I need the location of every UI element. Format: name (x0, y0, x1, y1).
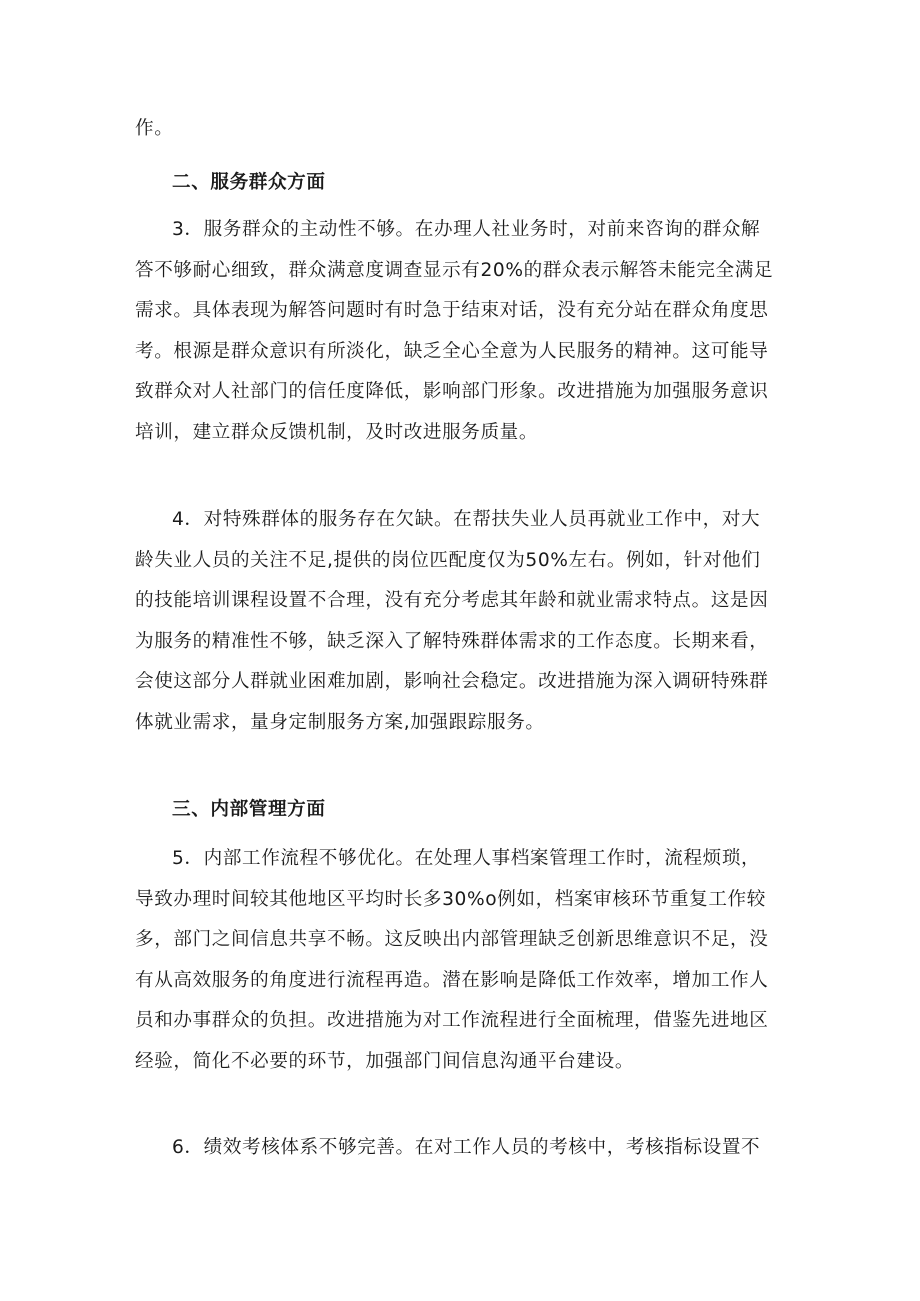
paragraph-fragment (135, 109, 790, 150)
text-line: 3．服务群众的主动性不够。在办理人社业务时，对前来咨询的群众解 (172, 219, 761, 240)
paragraph-item-6 (135, 1128, 790, 1169)
text-line: 为服务的精准性不够，缺乏深入了解特殊群体需求的工作态度。长期来看， (135, 630, 769, 652)
text-line: 经验，简化不必要的环节，加强部门间信息沟通平台建设。 (135, 1050, 635, 1072)
text-line: 致群众对人社部门的信任度降低，影响部门形象。改进措施为加强服务意识 (135, 381, 769, 402)
section-heading-service: 二、服务群众方面 (172, 172, 326, 193)
text-line: 6．绩效考核体系不够完善。在对工作人员的考核中，考核指标设置不 (172, 1137, 761, 1158)
paragraph-item-5 (135, 839, 790, 1082)
text-line: 导致办理时间较其他地区平均时长多30%o例如，档案审核环节重复工作较 (135, 888, 766, 910)
text-line: 培训，建立群众反馈机制，及时改进服务质量。 (135, 421, 539, 443)
text-line: 会使这部分人群就业困难加剧，影响社会稳定。改进措施为深入调研特殊群 (135, 671, 769, 692)
paragraph-item-3 (135, 210, 790, 453)
text-line: 龄失业人员的关注不足,提供的岗位匹配度仅为50%左右。例如，针对他们 (135, 549, 761, 571)
paragraph-item-4 (135, 500, 790, 743)
text-line: 的技能培训课程设置不合理，没有充分考虑其年龄和就业需求特点。这是因 (135, 590, 769, 611)
text-line: 多，部门之间信息共享不畅。这反映出内部管理缺乏创新思维意识不足，没 (135, 929, 769, 950)
text-line: 员和办事群众的负担。改进措施为对工作流程进行全面梳理，借鉴先进地区 (135, 1010, 769, 1031)
text-line: 需求。具体表现为解答问题时有时急于结束对话，没有充分站在群众角度思 (135, 300, 769, 321)
text-line: 有从高效服务的角度进行流程再造。潜在影响是降低工作效率，增加工作人 (135, 969, 769, 991)
text-line: 答不够耐心细致，群众满意度调查显示有20%的群众表示解答未能完全满足 (135, 259, 774, 281)
text-line: 考。根源是群众意识有所淡化，缺乏全心全意为人民服务的精神。这可能导 (135, 340, 769, 362)
text-line: 5．内部工作流程不够优化。在处理人事档案管理工作时，流程烦琐， (172, 848, 761, 869)
section-heading-internal: 三、内部管理方面 (172, 799, 326, 820)
text-line: 作。 (135, 118, 174, 139)
text-line: 体就业需求，量身定制服务方案,加强跟踪服务。 (135, 711, 545, 733)
text-line: 4．对特殊群体的服务存在欠缺。在帮扶失业人员再就业工作中，对大 (172, 509, 761, 530)
